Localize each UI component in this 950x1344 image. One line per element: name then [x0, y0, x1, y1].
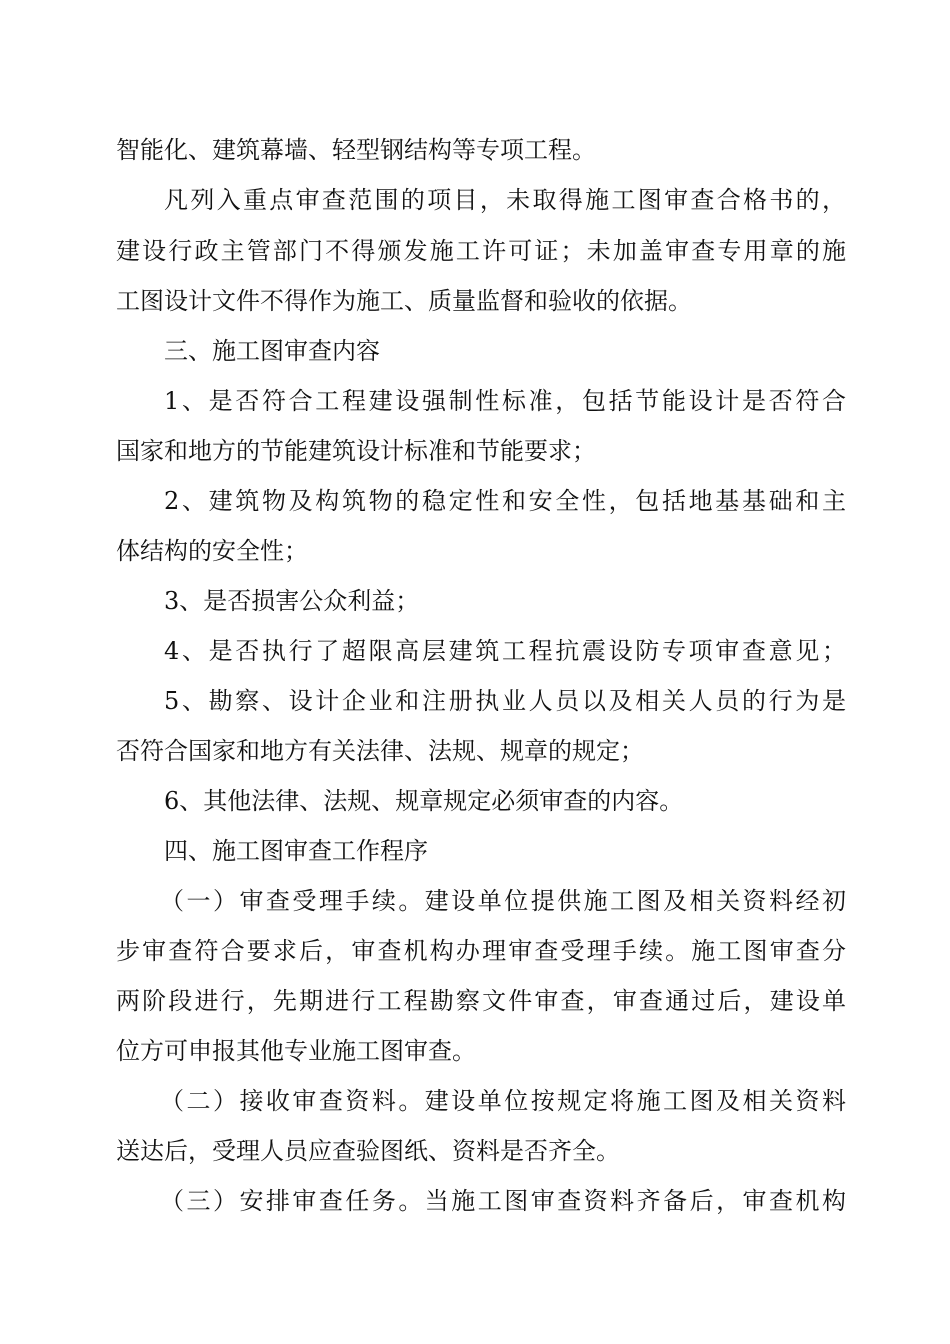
text-line: 体结构的安全性；: [116, 537, 308, 565]
text-line: 4、是否执行了超限高层建筑工程抗震设防专项审查意见；: [164, 637, 846, 665]
section-heading: 三、施工图审查内容: [164, 337, 380, 365]
text-line: 1、是否符合工程建设强制性标准，包括节能设计是否符合: [164, 387, 846, 415]
text-line: （三）安排审查任务。当施工图审查资料齐备后，审查机构: [160, 1187, 846, 1215]
text-line: 3、是否损害公众利益；: [164, 587, 420, 615]
text-line: （二）接收审查资料。建设单位按规定将施工图及相关资料: [160, 1087, 846, 1115]
text-line: 位方可申报其他专业施工图审查。: [116, 1037, 476, 1065]
text-line: 国家和地方的节能建筑设计标准和节能要求；: [116, 437, 596, 465]
text-line: 步审查符合要求后，审查机构办理审查受理手续。施工图审查分: [116, 937, 846, 965]
text-line: 工图设计文件不得作为施工、质量监督和验收的依据。: [116, 287, 692, 315]
text-line: 两阶段进行，先期进行工程勘察文件审查，审查通过后，建设单: [116, 987, 846, 1015]
text-line: 2、建筑物及构筑物的稳定性和安全性，包括地基基础和主: [164, 487, 846, 515]
text-line: 5、勘察、设计企业和注册执业人员以及相关人员的行为是: [164, 687, 846, 715]
text-line: 智能化、建筑幕墙、轻型钢结构等专项工程。: [116, 136, 596, 164]
section-heading: 四、施工图审查工作程序: [164, 837, 428, 865]
text-line: 否符合国家和地方有关法律、法规、规章的规定；: [116, 737, 644, 765]
text-line: 建设行政主管部门不得颁发施工许可证；未加盖审查专用章的施: [116, 237, 846, 265]
text-line: （一）审查受理手续。建设单位提供施工图及相关资料经初: [160, 887, 846, 915]
text-line: 送达后，受理人员应查验图纸、资料是否齐全。: [116, 1137, 620, 1165]
text-line: 6、其他法律、法规、规章规定必须审查的内容。: [164, 787, 684, 815]
text-line: 凡列入重点审查范围的项目，未取得施工图审查合格书的，: [164, 186, 846, 214]
